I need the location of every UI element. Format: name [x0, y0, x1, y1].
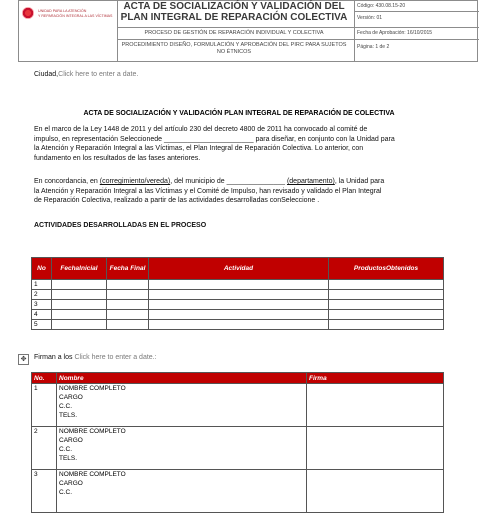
city-line: [34, 70, 138, 80]
header-code: Código: 430.08.15-20: [357, 3, 406, 9]
paragraph-2-line: En concordancia, en (corregimiento/vereda), del municipio de _______________ (departamento), la Unidad para: [34, 178, 385, 185]
col-nombre: Nombre: [57, 373, 307, 384]
table-row[interactable]: [32, 310, 444, 320]
table-move-handle-icon[interactable]: ✥: [18, 354, 29, 365]
header-page-number: Página: 1 de 2: [357, 44, 390, 50]
activities-table-header: [32, 258, 444, 280]
signature-date-field[interactable]: Click here to enter a date.:: [74, 354, 157, 361]
signature-intro: [34, 353, 157, 363]
table-row[interactable]: [32, 427, 444, 470]
signatures-table-header: [32, 373, 444, 384]
table-row[interactable]: [32, 300, 444, 310]
unidad-victimas-logo: [20, 3, 115, 41]
activities-table: [31, 257, 444, 330]
paragraph-2-line[interactable]: de Reparación Colectiva, realizado a partir de las actividades desarrolladas conSeleccione .: [34, 197, 320, 205]
paragraph-1-line: la Atención y Reparación Integral a las Víctimas, el Plan Integral de Reparación Colectiva. Lo anterior, con: [34, 145, 364, 153]
document-title: ACTA DE SOCIALIZACIÓN Y VALIDACIÓN PLAN INTEGRAL DE REPARACIÓN DE COLECTIVA: [83, 110, 395, 117]
header-procedure: PROCEDIMIENTO DISEÑO, FORMULACIÓN Y APROBACIÓN DEL PIRC PARA SUJETOS NO ÉTNICOS: [121, 42, 347, 55]
col-fecha-inicial: FechaInicial: [52, 258, 107, 280]
signature-cell[interactable]: [307, 470, 444, 513]
paragraph-1-line[interactable]: impulso, en representación Seleccionede _______________________ para diseñar, en conjunto con la Unidad para: [34, 135, 395, 143]
city-label: Ciudad,: [34, 71, 59, 78]
logo-text-line2: Y REPARACIÓN INTEGRAL A LAS VÍCTIMAS: [38, 14, 113, 18]
col-fecha-final: Fecha Final: [107, 258, 149, 280]
logo-icon: [22, 7, 34, 19]
header-version: Versión: 01: [357, 15, 383, 21]
signatory-cell[interactable]: NOMBRE COMPLETO CARGO C.C.: [57, 470, 307, 513]
signatory-cell[interactable]: NOMBRE COMPLETO CARGO C.C. TELS.: [57, 427, 307, 470]
city-date-field[interactable]: Click here to enter a date.: [58, 71, 139, 78]
table-row[interactable]: [32, 280, 444, 290]
table-row[interactable]: [32, 320, 444, 330]
signatures-table: [31, 372, 444, 513]
row-number: 3: [32, 470, 57, 513]
row-number: 5: [32, 320, 52, 330]
col-firma: Firma: [307, 373, 444, 384]
row-number: 2: [32, 427, 57, 470]
col-productos: ProductosObtenidos: [329, 258, 444, 280]
signature-cell[interactable]: [307, 427, 444, 470]
header-title: ACTA DE SOCIALIZACIÓN Y VALIDACIÓN DEL PLAN INTEGRAL DE REPARACIÓN COLECTIVA: [120, 1, 348, 23]
paragraph-1-line: fundamento en los resultados de las fases anteriores.: [34, 154, 201, 162]
row-number: 2: [32, 290, 52, 300]
row-number: 4: [32, 310, 52, 320]
logo-text-line1: UNIDAD PARA LA ATENCIÓN: [38, 9, 87, 13]
header-process: PROCESO DE GESTIÓN DE REPARACIÓN INDIVIDUAL Y COLECTIVA: [144, 30, 324, 36]
signature-intro-label: Firman a los: [34, 354, 73, 361]
paragraph-2: [34, 177, 444, 206]
departamento-field[interactable]: (departamento): [286, 178, 335, 185]
table-row[interactable]: [32, 470, 444, 513]
row-number: 1: [32, 280, 52, 290]
signatory-cell[interactable]: NOMBRE COMPLETO CARGO C.C. TELS.: [57, 384, 307, 427]
header-approval-date: Fecha de Aprobación: 16/10/2015: [357, 30, 433, 36]
col-no: No.: [32, 373, 57, 384]
row-number: 1: [32, 384, 57, 427]
col-actividad: Actividad: [149, 258, 329, 280]
activities-heading: ACTIVIDADES DESARROLLADAS EN EL PROCESO: [34, 222, 207, 229]
paragraph-2-line: la Atención y Reparación Integral a las Víctimas y el Comité de Impulso, han revisado y validado el Plan Integral: [34, 187, 382, 195]
table-row[interactable]: [32, 290, 444, 300]
row-number: 3: [32, 300, 52, 310]
table-row[interactable]: [32, 384, 444, 427]
col-no: No: [32, 258, 52, 280]
signature-cell[interactable]: [307, 384, 444, 427]
paragraph-1-line: En el marco de la Ley 1448 de 2011 y del artículo 230 del decreto 4800 de 2011 ha convocado al comité de: [34, 126, 368, 133]
paragraph-1: [34, 125, 444, 163]
corregimiento-field[interactable]: (corregimiento/vereda): [99, 178, 171, 185]
